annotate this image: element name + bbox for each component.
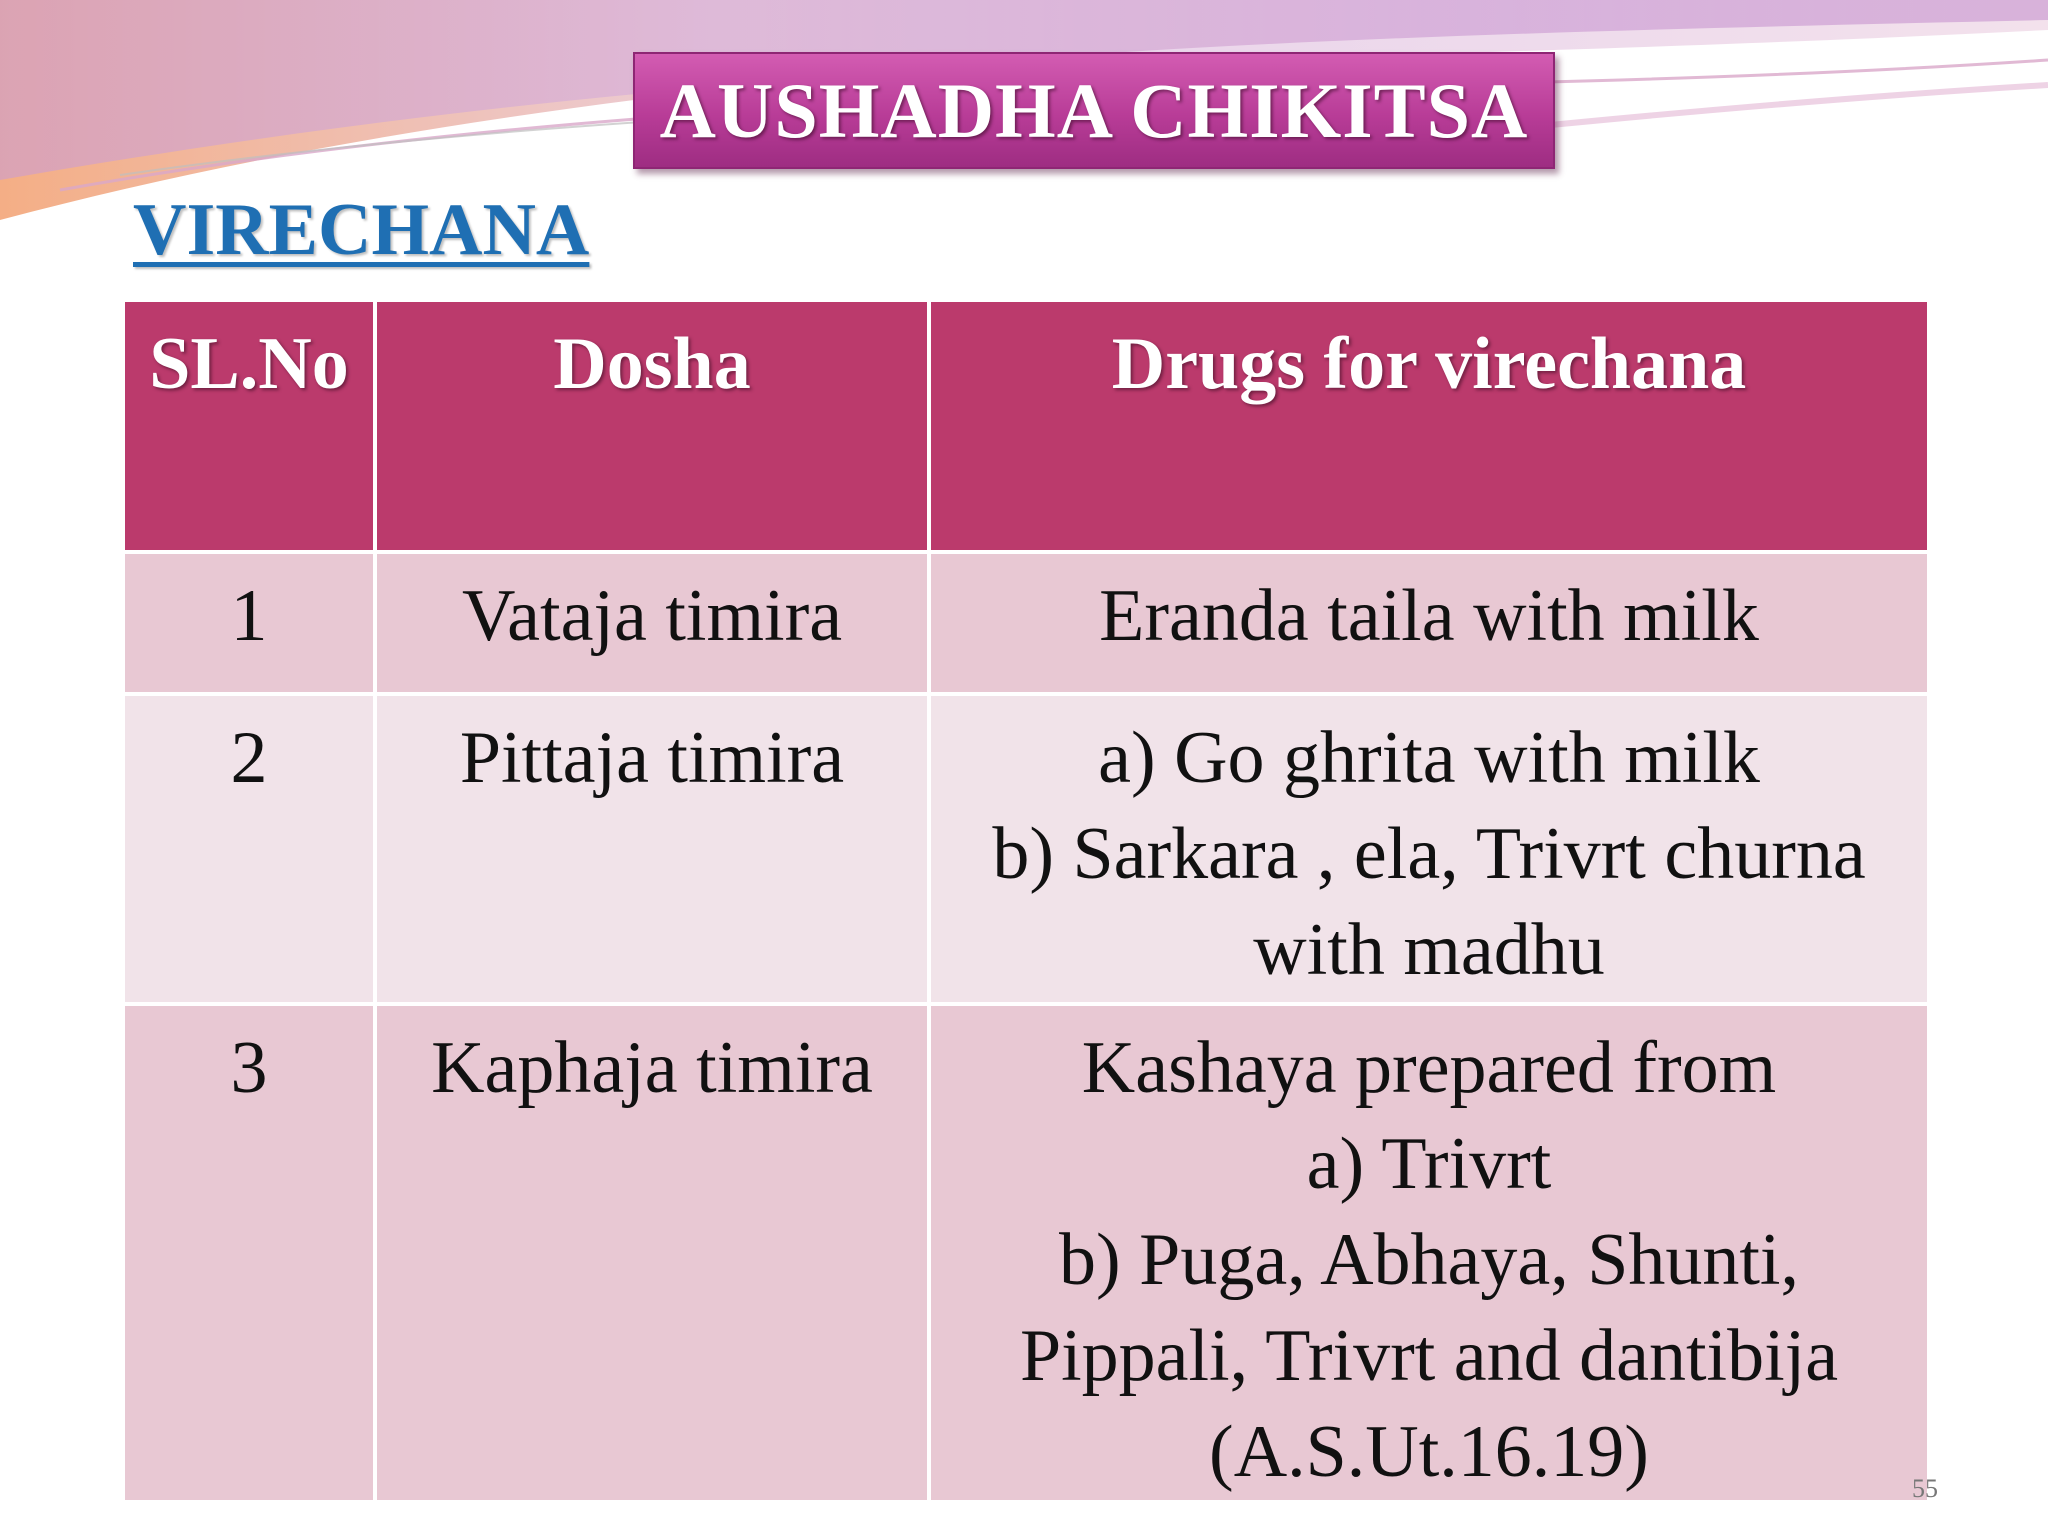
cell-drugs [929,694,1929,1004]
drug-line: Kashaya prepared from [1081,1027,1777,1109]
drug-line: a) Trivrt [1306,1123,1552,1205]
header-sl-no: SL.No [123,300,375,552]
table-row [123,552,1929,694]
drug-line: (A.S.Ut.16.19) [1209,1411,1649,1493]
cell-dosha: Kaphaja timira [375,1004,929,1502]
cell-dosha: Vataja timira [375,552,929,694]
cell-sl-no: 2 [123,694,375,1004]
table-row [123,1004,1929,1502]
drug-line: b) Puga, Abhaya, Shunti, [1059,1219,1799,1301]
table-row [123,694,1929,1004]
cell-drugs [929,1004,1929,1502]
virechana-table [121,298,1931,1504]
header-drugs: Drugs for virechana [929,300,1929,552]
drug-line: Pippali, Trivrt and dantibija [1019,1315,1839,1397]
table-header-row [123,300,1929,552]
slide-number: 55 [1912,1474,1938,1503]
drug-line: a) Go ghrita with milk [1098,717,1760,799]
slide-subtitle: VIRECHANA [133,189,590,271]
slide-title-box [633,52,1555,169]
slide-title: AUSHADHA CHIKITSA [659,66,1529,154]
header-dosha: Dosha [375,300,929,552]
drug-line: Eranda taila with milk [1099,575,1759,657]
cell-drugs [929,552,1929,694]
cell-dosha: Pittaja timira [375,694,929,1004]
cell-sl-no: 3 [123,1004,375,1502]
drug-line: b) Sarkara , ela, Trivrt churna [992,813,1866,895]
cell-sl-no: 1 [123,552,375,694]
drug-line: with madhu [1253,909,1605,991]
